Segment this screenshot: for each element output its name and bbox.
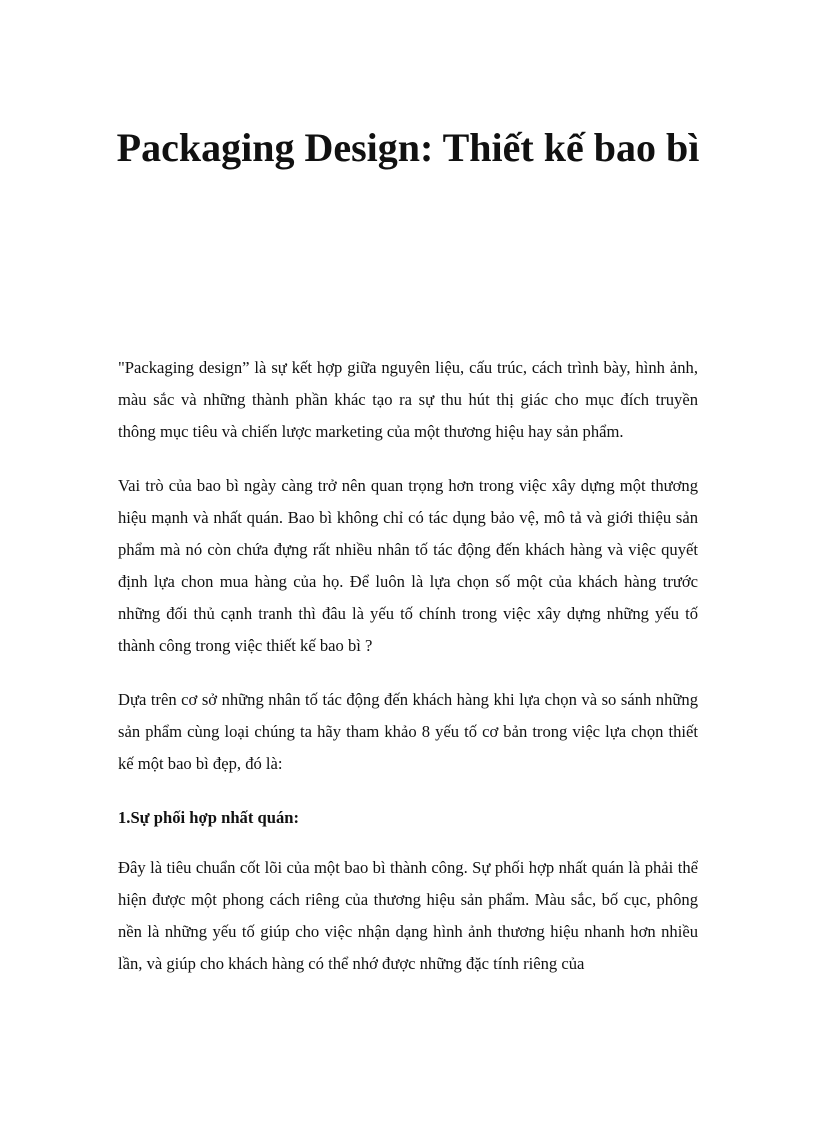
factors-paragraph: Dựa trên cơ sở những nhân tố tác động đến khách hàng khi lựa chọn và so sánh những sản phẩm cùng loại chúng ta hãy tham khảo 8 yếu tố cơ bản trong việc lựa chọn thiết kế một bao bì đẹp, đó là: (118, 690, 698, 773)
document-body (118, 352, 698, 1002)
section-heading: 1.Sự phối hợp nhất quán: (118, 808, 300, 827)
intro-paragraph: "Packaging design” là sự kết hợp giữa nguyên liệu, cấu trúc, cách trình bày, hình ảnh, màu sắc và những thành phần khác tạo ra sự thu hút thị giác cho mục đích truyền thông mục tiêu và chiến lược marketing của một thương hiệu hay sản phẩm. (118, 358, 698, 441)
document-title: Packaging Design: Thiết kế bao bì (116, 125, 700, 170)
role-paragraph: Vai trò của bao bì ngày càng trở nên quan trọng hơn trong việc xây dựng một thương hiệu mạnh và nhất quán. Bao bì không chỉ có tác dụng bảo vệ, mô tả và giới thiệu sản phẩm mà nó còn chứa đựng rất nhiều nhân tố tác động đến khách hàng và việc quyết định lựa chon mua hàng của họ. Để luôn là lựa chọn số một của khách hàng trước những đối thủ cạnh tranh thì đâu là yếu tố chính trong việc xây dựng những yếu tố thành công trong việc thiết kế bao bì ? (118, 476, 698, 655)
section-paragraph: Đây là tiêu chuẩn cốt lõi của một bao bì thành công. Sự phối hợp nhất quán là phải thể hiện được một phong cách riêng của thương hiệu sản phẩm. Màu sắc, bố cục, phông nền là những yếu tố giúp cho việc nhận dạng hình ảnh thương hiệu nhanh hơn nhiều lần, và giúp cho khách hàng có thể nhớ được những đặc tính riêng của (118, 858, 698, 973)
